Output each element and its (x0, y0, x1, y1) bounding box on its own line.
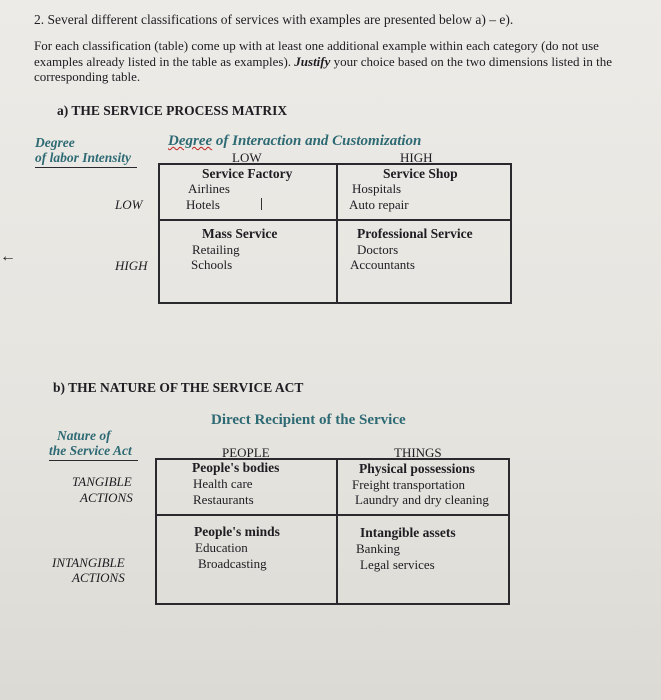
matrix-a-col-low: LOW (232, 150, 262, 165)
physical-possessions-example: Freight transportation (352, 477, 466, 492)
matrix-b-row-intangible: INTANGIBLE (52, 555, 125, 570)
matrix-b-col-axis: Direct Recipient of the Service (211, 412, 406, 428)
mass-service-example: Retailing (192, 242, 240, 257)
service-shop-title: Service Shop (383, 166, 458, 181)
matrix-a-row-high: HIGH (115, 258, 148, 273)
matrix-a-divider-h (158, 219, 512, 221)
service-factory-example: Hotels (186, 197, 220, 212)
peoples-bodies-example: Health care (193, 476, 253, 491)
matrix-a-row-axis-line2: of labor Intensity (35, 150, 137, 168)
matrix-a-col-axis (168, 133, 421, 150)
matrix-b-divider-v (336, 458, 338, 605)
peoples-bodies-title: People's bodies (192, 460, 280, 475)
professional-service-example: Accountants (350, 257, 415, 272)
matrix-b-row-axis-line2: the Service Act (49, 443, 138, 461)
matrix-a-col-axis-rest: of Interaction and Customization (212, 133, 422, 149)
matrix-b-row-intangible: ACTIONS (72, 570, 125, 585)
physical-possessions-title: Physical possessions (359, 461, 475, 476)
intro-text-2: your choice based on the two dimensions listed in the corresponding table. (34, 53, 613, 84)
cursor-arrow-icon: ← (0, 248, 16, 265)
professional-service-example: Doctors (357, 242, 399, 257)
matrix-b-col-things: THINGS (394, 445, 442, 460)
matrix-a-divider-v (336, 163, 338, 304)
matrix-a-col-high: HIGH (400, 150, 433, 165)
matrix-b-divider-h (155, 514, 510, 516)
intro-emphasis: Justify (294, 53, 331, 69)
intangible-assets-example: Banking (356, 541, 401, 556)
intro-text-1: For each classification (table) come up with at least one additional example within each category (do not use examples already listed in the table as examples). (34, 38, 599, 69)
matrix-a-title: a) THE SERVICE PROCESS MATRIX (57, 103, 288, 118)
question-heading: 2. Several different classifications of services with examples are presented below a) – e). (34, 12, 514, 27)
professional-service-title: Professional Service (357, 226, 473, 241)
mass-service-example: Schools (191, 257, 233, 272)
service-factory-example: Airlines (188, 181, 230, 196)
matrix-a-row-axis-line1: Degree (35, 135, 75, 150)
intangible-assets-example: Legal services (360, 557, 435, 572)
matrix-b-row-tangible: TANGIBLE (72, 474, 132, 489)
service-shop-example: Hospitals (352, 181, 402, 196)
peoples-minds-example: Education (195, 540, 248, 555)
matrix-a-row-low: LOW (115, 197, 143, 212)
matrix-b-title: b) THE NATURE OF THE SERVICE ACT (53, 380, 304, 395)
peoples-minds-title: People's minds (194, 524, 280, 539)
intangible-assets-title: Intangible assets (360, 525, 456, 540)
question-instructions (34, 38, 629, 85)
service-shop-example: Auto repair (349, 197, 409, 212)
matrix-b-row-tangible: ACTIONS (80, 490, 133, 505)
service-factory-title: Service Factory (202, 166, 293, 181)
matrix-b-col-people: PEOPLE (222, 445, 270, 460)
matrix-a-col-axis-word1: Degree (168, 133, 213, 149)
matrix-b-row-axis-line1: Nature of (57, 428, 111, 443)
peoples-minds-example: Broadcasting (198, 556, 267, 571)
physical-possessions-example: Laundry and dry cleaning (355, 492, 489, 507)
text-cursor (261, 198, 262, 210)
peoples-bodies-example: Restaurants (193, 492, 254, 507)
mass-service-title: Mass Service (202, 226, 278, 241)
